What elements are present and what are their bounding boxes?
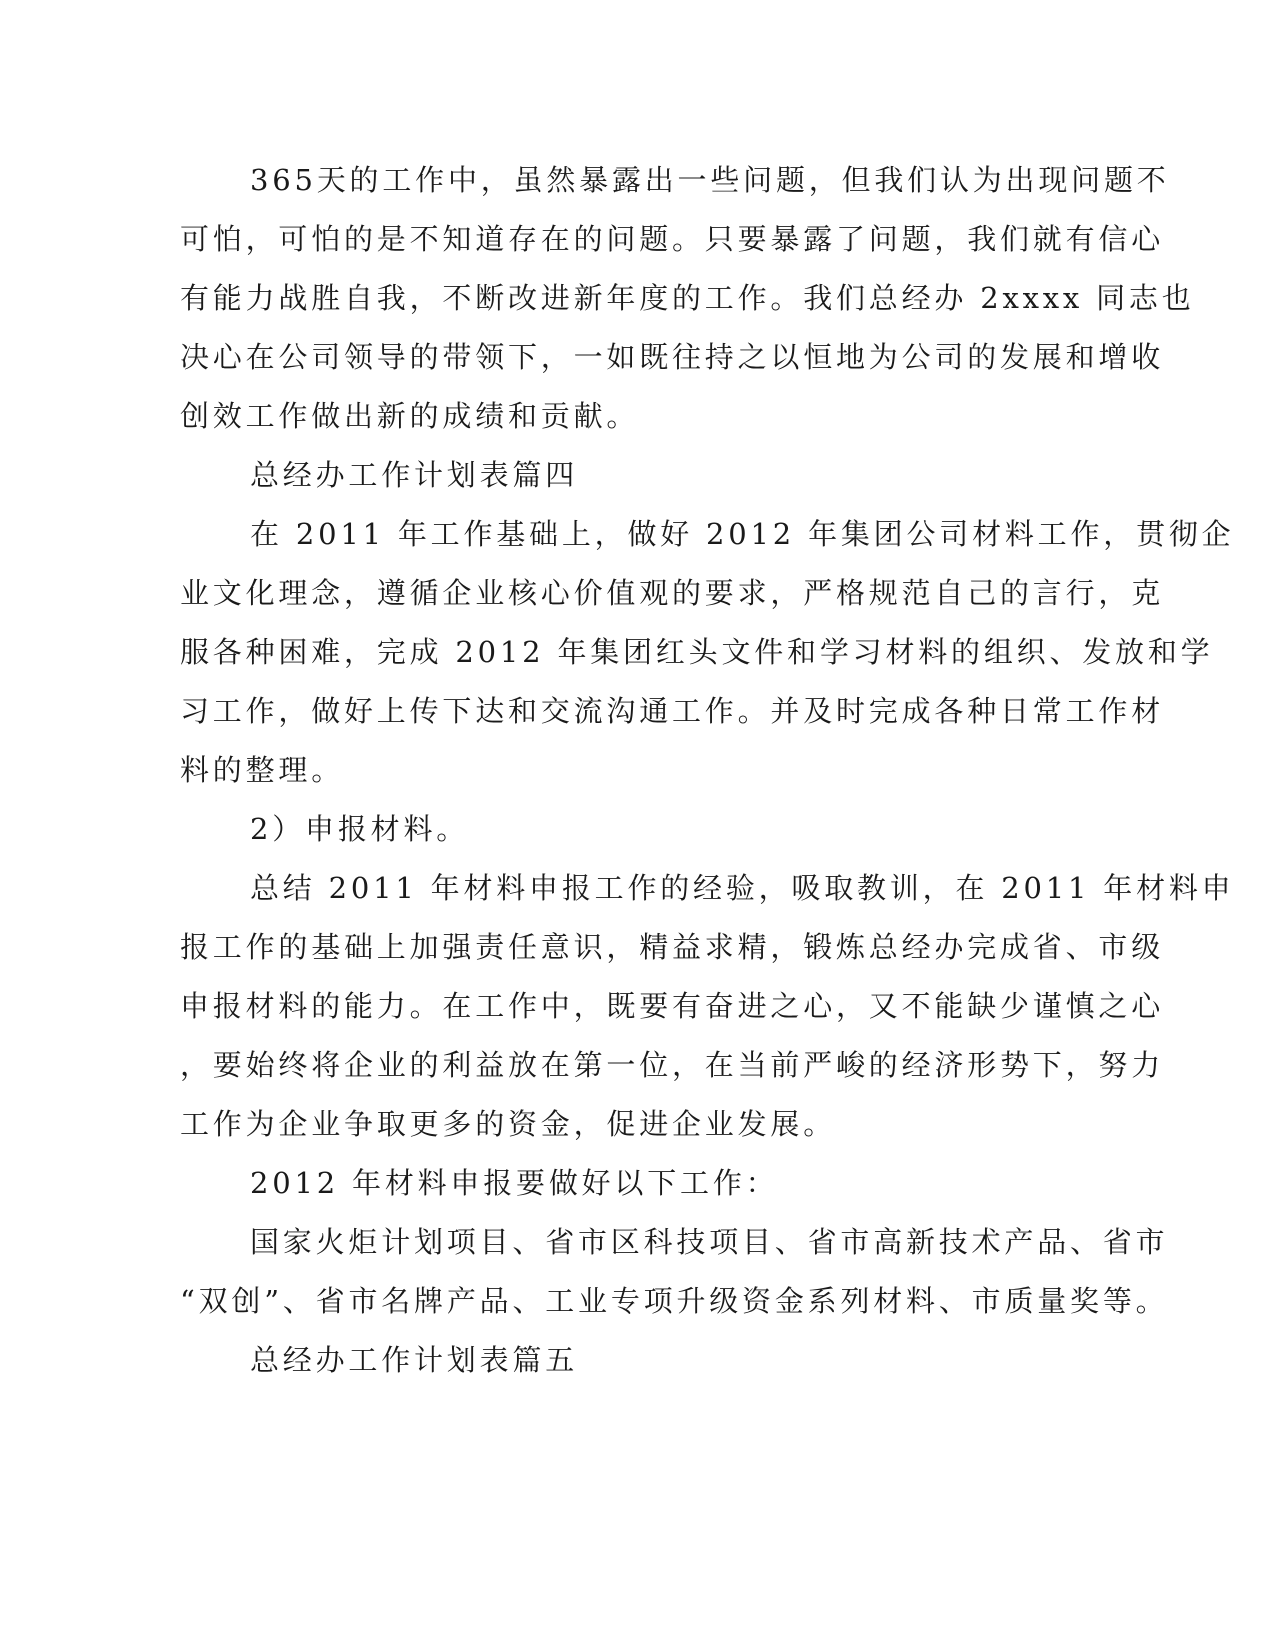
section-heading: 总经办工作计划表篇四 xyxy=(250,458,579,492)
body-line: 创效工作做出新的成绩和贡献。 xyxy=(180,399,640,433)
body-line: 习工作，做好上传下达和交流沟通工作。并及时完成各种日常工作材 xyxy=(180,694,1165,728)
body-line: ，要始终将企业的利益放在第一位，在当前严峻的经济形势下，努力 xyxy=(180,1048,1165,1082)
body-line: 业文化理念，遵循企业核心价值观的要求，严格规范自己的言行，克 xyxy=(180,576,1165,610)
body-line: 可怕，可怕的是不知道存在的问题。只要暴露了问题，我们就有信心 xyxy=(180,222,1165,256)
body-line: “双创”、省市名牌产品、工业专项升级资金系列材料、市质量奖等。 xyxy=(180,1284,1169,1318)
body-line: 365天的工作中，虽然暴露出一些问题，但我们认为出现问题不 xyxy=(250,163,1170,197)
body-line: 有能力战胜自我，不断改进新年度的工作。我们总经办 2xxxx 同志也 xyxy=(180,281,1195,315)
subsection-heading: 2）申报材料。 xyxy=(250,812,470,846)
body-line: 服各种困难，完成 2012 年集团红头文件和学习材料的组织、发放和学 xyxy=(180,635,1214,669)
body-line: 申报材料的能力。在工作中，既要有奋进之心，又不能缺少谨慎之心 xyxy=(180,989,1165,1023)
body-line: 在 2011 年工作基础上，做好 2012 年集团公司材料工作，贯彻企 xyxy=(250,517,1235,551)
body-line: 2012 年材料申报要做好以下工作： xyxy=(250,1166,779,1200)
body-line: 国家火炬计划项目、省市区科技项目、省市高新技术产品、省市 xyxy=(250,1225,1169,1259)
body-line: 总结 2011 年材料申报工作的经验，吸取教训，在 2011 年材料申 xyxy=(250,871,1235,905)
body-line: 报工作的基础上加强责任意识，精益求精，锻炼总经办完成省、市级 xyxy=(180,930,1165,964)
body-line: 工作为企业争取更多的资金，促进企业发展。 xyxy=(180,1107,837,1141)
body-line: 料的整理。 xyxy=(180,753,345,787)
section-heading: 总经办工作计划表篇五 xyxy=(250,1343,579,1377)
body-line: 决心在公司领导的带领下，一如既往持之以恒地为公司的发展和增收 xyxy=(180,340,1165,374)
